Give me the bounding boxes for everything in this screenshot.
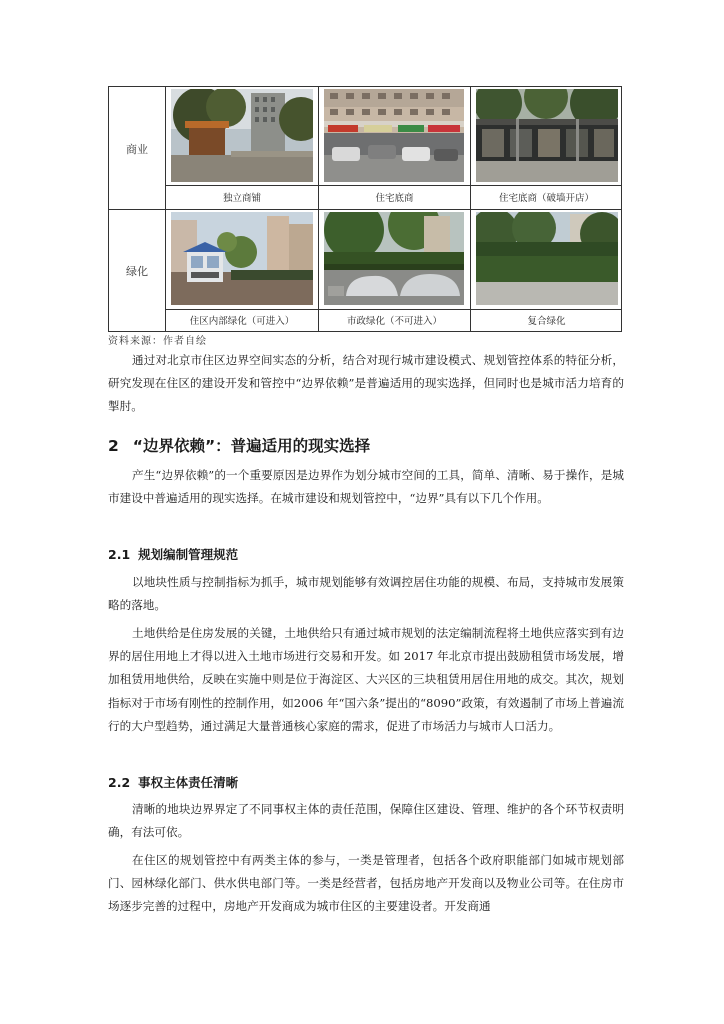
section-number: 2.1 xyxy=(108,547,131,562)
caption-composite-greening: 复合绿化 xyxy=(527,316,566,327)
photo-composite-greening xyxy=(476,212,618,305)
section-heading-2-2 xyxy=(108,773,238,791)
section-2-2-paragraph-1: 清晰的地块边界界定了不同事权主体的责任范围，保障住区建设、管理、维护的各个环节权责明确，有法可依。 xyxy=(108,802,624,840)
caption-internal-greening: 住区内部绿化（可进入） xyxy=(189,316,295,327)
section-2-2-paragraph-2: 在住区的规划管控中有两类主体的参与，一类是管理者，包括各个政府职能部门如城市规划部门、园林绿化部门、供水供电部门等。一类是经营者，包括房地产开发商以及物业公司等。在住房市场逐步完善的过程中，房地产开发商成为城市住区的主要建设者。开发商通 xyxy=(108,853,624,914)
caption-residential-ground-shops: 住宅底商 xyxy=(375,193,414,204)
photo-residential-ground-shops xyxy=(324,89,464,182)
table-divider xyxy=(109,209,621,210)
caption-standalone-shop: 独立商铺 xyxy=(222,193,261,204)
section-2-1-paragraph-1: 以地块性质与控制指标为抓手，城市规划能够有效调控居住功能的规模、布局，支持城市发展策略的落地。 xyxy=(108,575,624,613)
caption-municipal-greening: 市政绿化（不可进入） xyxy=(346,316,442,327)
section-number: 2.2 xyxy=(108,775,131,790)
row-label-greening: 绿化 xyxy=(126,265,148,278)
intro-paragraph: 通过对北京市住区边界空间实态的分析，结合对现行城市建设模式、规划管控体系的特征分析，研究发现在住区的建设开发和管控中“边界依赖”是普遍适用的现实选择，但同时也是城市活力培育的掣肘。 xyxy=(108,353,624,414)
section-title: 事权主体责任清晰 xyxy=(138,775,239,790)
section-number: 2 xyxy=(108,437,119,455)
photo-residential-shop-wall-opening xyxy=(476,89,618,182)
row-label-commerce: 商业 xyxy=(126,143,148,156)
section-2-paragraph: 产生“边界依赖”的一个重要原因是边界作为划分城市空间的工具，简单、清晰、易于操作，是城市建设中普遍适用的现实选择。在城市建设和规划管控中，“边界”具有以下几个作用。 xyxy=(108,468,624,506)
section-title: 规划编制管理规范 xyxy=(138,547,239,562)
section-title: “边界依赖”：普遍适用的现实选择 xyxy=(132,437,371,455)
figure-source-note: 资料来源：作者自绘 xyxy=(108,336,207,347)
photo-standalone-shop xyxy=(171,89,313,182)
photo-municipal-greening xyxy=(324,212,464,305)
table-divider xyxy=(165,309,621,310)
section-heading-2-1 xyxy=(108,545,238,563)
photo-internal-greening xyxy=(171,212,313,305)
table-divider xyxy=(165,185,621,186)
section-2-1-paragraph-2: 土地供给是住房发展的关键，土地供给只有通过城市规划的法定编制流程将土地供应落实到有边界的居住用地上才得以进入土地市场进行交易和开发。如 2017 年北京市提出鼓励租赁市场发展，增加租赁用地供给，反映在实施中则是位于海淀区、大兴区的三块租赁用居住用地的成交。其次，规划指标对于市场有刚性的控制作用，如2006 年“国六条”提出的“8090”政策，有效遏制了市场上普遍流行的大户型趋势，通过满足大量普通核心家庭的需求，促进了市场活力与城市人口活力。 xyxy=(108,626,624,733)
section-heading-2 xyxy=(108,434,370,456)
photo-table xyxy=(108,86,622,332)
caption-residential-shop-wall-opening: 住宅底商（破墙开店） xyxy=(498,193,594,204)
